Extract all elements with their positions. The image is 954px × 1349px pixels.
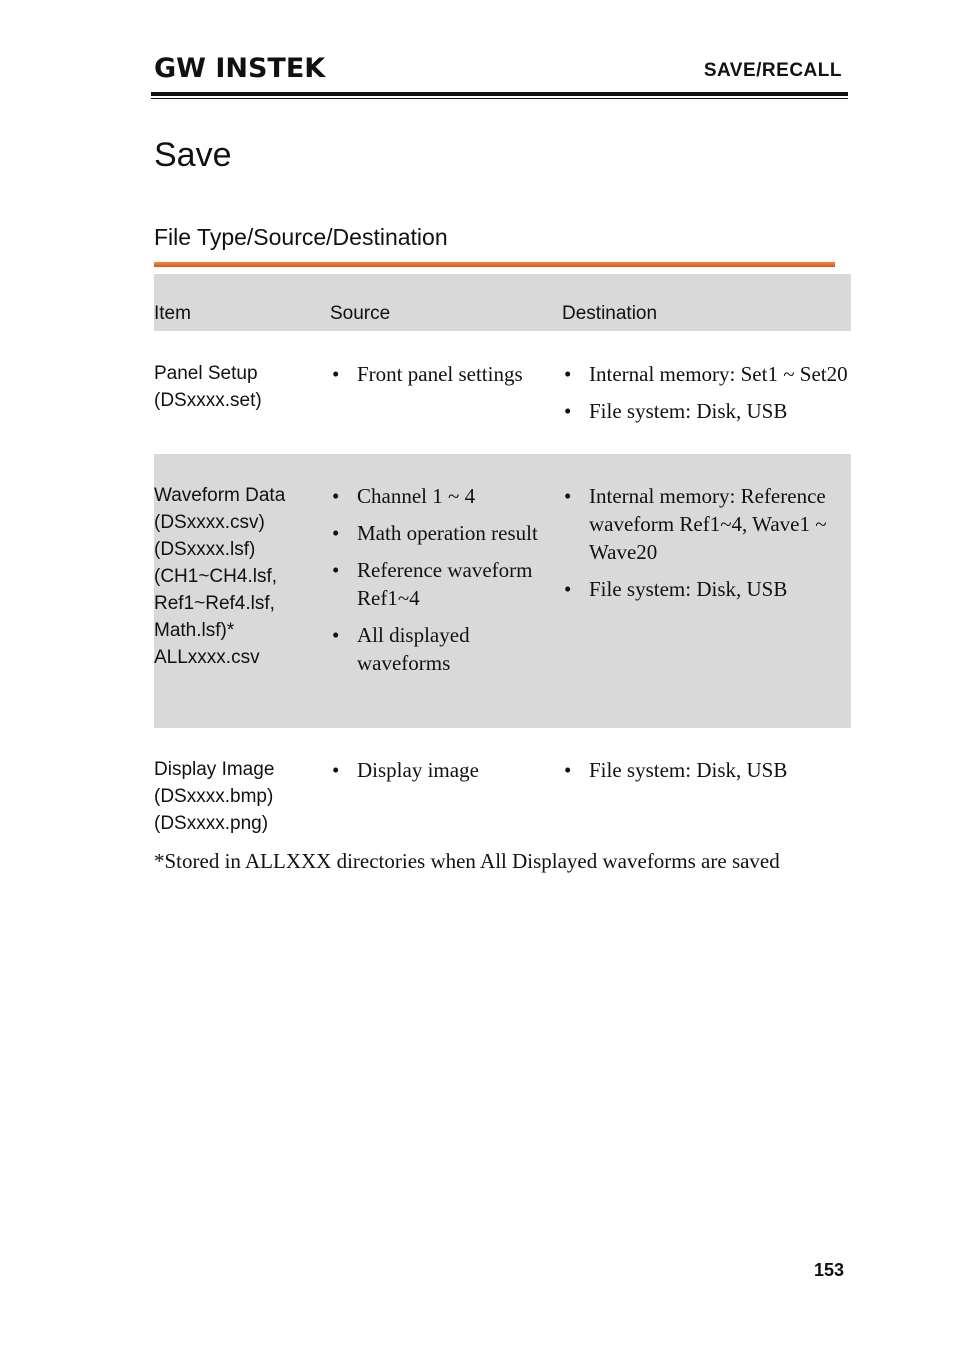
table-header-row	[154, 274, 851, 331]
item-line: Math.lsf)*	[154, 620, 235, 641]
table-row-display-image	[154, 728, 851, 848]
source-bullet: • Channel 1 ~ 4	[330, 482, 562, 510]
column-header-source: Source	[330, 303, 391, 324]
item-cell	[154, 454, 330, 728]
footnote: *Stored in ALLXXX directories when All Displayed waveforms are saved	[154, 849, 780, 873]
table-row-panel-setup	[154, 331, 851, 454]
item-line: (CH1~CH4.lsf,	[154, 566, 277, 587]
destination-bullet: • File system: Disk, USB	[562, 756, 851, 784]
page-title: Save	[154, 136, 232, 174]
item-line: Ref1~Ref4.lsf,	[154, 593, 275, 614]
destination-bullet: • File system: Disk, USB	[562, 575, 851, 603]
column-header-destination: Destination	[562, 303, 658, 324]
source-bullet: • Math operation result	[330, 519, 562, 547]
item-line: (DSxxxx.png)	[154, 813, 269, 834]
item-line: Panel Setup	[154, 363, 258, 384]
section-subtitle: File Type/Source/Destination	[154, 224, 448, 250]
item-line: (DSxxxx.bmp)	[154, 786, 274, 807]
column-header-item: Item	[154, 303, 191, 324]
source-bullet: • Reference waveform Ref1~4	[330, 556, 562, 612]
item-line: (DSxxxx.lsf)	[154, 539, 256, 560]
table-row-waveform-data	[154, 454, 851, 728]
source-bullet: • Front panel settings	[330, 360, 562, 388]
page-number: 153	[813, 1260, 844, 1280]
destination-cell	[562, 331, 851, 454]
source-cell	[330, 454, 562, 728]
item-line: (DSxxxx.set)	[154, 390, 262, 411]
item-cell	[154, 331, 330, 454]
file-type-table	[154, 274, 851, 848]
destination-cell	[562, 454, 851, 728]
item-line: ALLxxxx.csv	[154, 647, 260, 668]
item-cell	[154, 728, 330, 848]
source-bullet: • All displayed waveforms	[330, 621, 562, 677]
item-line: (DSxxxx.csv)	[154, 512, 265, 533]
section-tag: SAVE/RECALL	[703, 60, 842, 81]
header-rule	[151, 92, 848, 96]
destination-bullet: • Internal memory: Set1 ~ Set20	[562, 360, 851, 388]
destination-bullet: • Internal memory: Reference waveform Ref1~4, Wave1 ~ Wave20	[562, 482, 851, 566]
brand-logo: GW INSTEK	[154, 53, 326, 84]
destination-cell	[562, 728, 851, 848]
item-line: Waveform Data	[154, 485, 286, 506]
item-line: Display Image	[154, 759, 275, 780]
subtitle-underline	[154, 262, 835, 267]
source-cell	[330, 728, 562, 848]
header-rule-thin	[151, 98, 848, 99]
source-bullet: • Display image	[330, 756, 562, 784]
source-cell	[330, 331, 562, 454]
destination-bullet: • File system: Disk, USB	[562, 397, 851, 425]
